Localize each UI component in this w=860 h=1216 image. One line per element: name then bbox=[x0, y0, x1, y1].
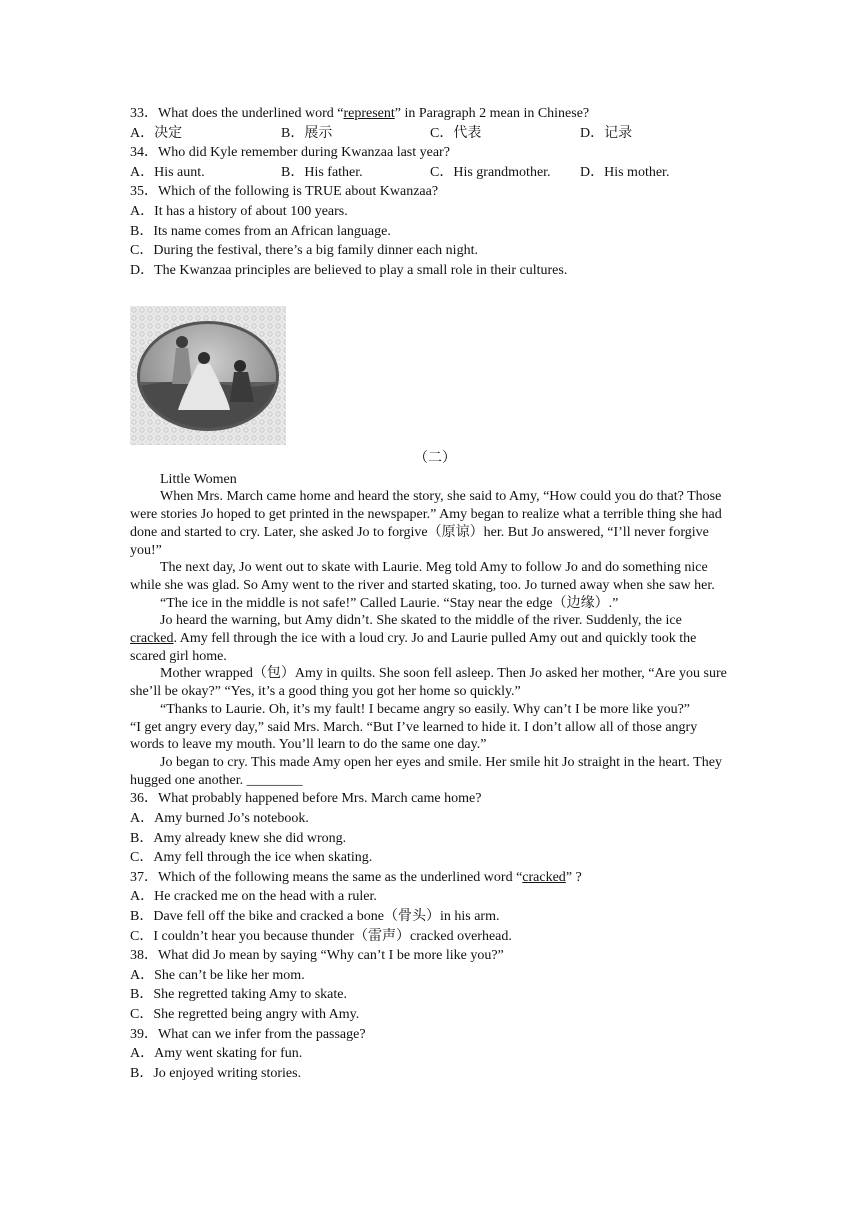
option-d: D．His mother. bbox=[580, 164, 670, 180]
passage-title: Little Women bbox=[160, 471, 237, 487]
option-a: A．It has a history of about 100 years. bbox=[130, 203, 348, 219]
options-34 bbox=[130, 163, 730, 183]
option-d: D．The Kwanzaa principles are believed to play a small role in their cultures. bbox=[130, 262, 568, 278]
option-a: A．决定 bbox=[130, 125, 183, 141]
option-a: A．Amy burned Jo’s notebook. bbox=[130, 810, 309, 826]
option-a: A．She can’t be like her mom. bbox=[130, 967, 305, 983]
question-37 bbox=[130, 868, 730, 888]
paragraph-6: “Thanks to Laurie. Oh, it’s my fault! I became angry so easily. Why can’t I be more like you?” bbox=[160, 701, 691, 717]
paragraph-8: Jo began to cry. This made Amy open her eyes and smile. Her smile hit Jo straight in the heart. They hugged one another. ________ bbox=[130, 754, 722, 788]
underlined-word: cracked bbox=[130, 631, 174, 647]
option-b: B．His father. bbox=[281, 164, 363, 180]
underlined-word: represent bbox=[343, 106, 395, 121]
question-number: 33． bbox=[130, 106, 158, 121]
option-a: A．He cracked me on the head with a ruler. bbox=[130, 889, 377, 905]
option-b: B．Its name comes from an African language. bbox=[130, 223, 391, 239]
paragraph-text: Jo heard the warning, but Amy didn’t. She skated to the middle of the river. Suddenly, the ice bbox=[160, 613, 682, 629]
paragraph-2: The next day, Jo went out to skate with Laurie. Meg told Amy to follow Jo and do something nice while she was glad. So Amy went to the river and started skating, too. Jo turned away when she saw her. bbox=[130, 560, 715, 593]
paragraph-4 bbox=[130, 612, 730, 665]
option-c: C．She regretted being angry with Amy. bbox=[130, 1006, 360, 1022]
option-c: C．During the festival, there’s a big family dinner each night. bbox=[130, 243, 478, 259]
paragraph-1: When Mrs. March came home and heard the story, she said to Amy, “How could you do that? Those were stories Jo hoped to get printed in the newspaper.” Amy began to realize what a terrible thing she had done and started to cry. Later, she asked Jo to forgive（原谅）her. But Jo answered, “I’ll never forgive you!” bbox=[130, 489, 722, 558]
option-c: C．His grandmother. bbox=[430, 164, 551, 180]
question-39: 39．What can we infer from the passage? bbox=[130, 1026, 366, 1042]
underlined-word: cracked bbox=[522, 869, 566, 885]
paragraph-text: . Amy fell through the ice with a loud cry. Jo and Laurie pulled Amy out and quickly took the scared girl home. bbox=[130, 631, 697, 664]
option-c: C．代表 bbox=[430, 125, 482, 141]
section-label: （二） bbox=[414, 451, 456, 467]
option-b: B．Amy already knew she did wrong. bbox=[130, 830, 347, 846]
option-c: C．I couldn’t hear you because thunder（雷声）cracked overhead. bbox=[130, 928, 512, 944]
passage-illustration bbox=[130, 306, 286, 445]
question-35: 35．Which of the following is TRUE about Kwanzaa? bbox=[130, 184, 439, 200]
exam-page bbox=[130, 104, 730, 1083]
paragraph-5: Mother wrapped（包）Amy in quilts. She soon fell asleep. Then Jo asked her mother, “Are you sure she’ll be okay?” “Yes, it’s a good thing you got her home so quickly.” bbox=[130, 666, 727, 700]
option-b: B．展示 bbox=[281, 125, 333, 141]
question-33 bbox=[130, 104, 730, 124]
question-36: 36．What probably happened before Mrs. March came home? bbox=[130, 791, 482, 807]
question-text: What does the underlined word “ bbox=[158, 106, 344, 121]
option-d: D．记录 bbox=[580, 125, 633, 141]
paragraph-7: “I get angry every day,” said Mrs. March. “But I’ve learned to hide it. I don’t allow all of those angry words to leave my mouth. You’ll learn to do the same one day.” bbox=[130, 719, 698, 753]
option-a: A．Amy went skating for fun. bbox=[130, 1046, 303, 1062]
paragraph-3: “The ice in the middle is not safe!” Called Laurie. “Stay near the edge（边缘）.” bbox=[160, 595, 619, 611]
question-text: ” in Paragraph 2 mean in Chinese? bbox=[394, 106, 590, 121]
option-b: B．Dave fell off the bike and cracked a bone（骨头）in his arm. bbox=[130, 908, 500, 924]
reading-passage bbox=[130, 471, 730, 789]
vintage-oval-picture bbox=[130, 306, 286, 445]
question-text: ” ? bbox=[565, 869, 582, 885]
option-c: C．Amy fell through the ice when skating. bbox=[130, 850, 373, 866]
option-a: A．His aunt. bbox=[130, 164, 205, 180]
option-b: B．She regretted taking Amy to skate. bbox=[130, 987, 347, 1003]
question-34: 34．Who did Kyle remember during Kwanzaa last year? bbox=[130, 145, 450, 161]
question-text: 37．Which of the following means the same as the underlined word “ bbox=[130, 869, 523, 885]
option-b: B．Jo enjoyed writing stories. bbox=[130, 1065, 302, 1081]
question-38: 38．What did Jo mean by saying “Why can’t I be more like you?” bbox=[130, 948, 504, 964]
options-33 bbox=[130, 124, 730, 144]
